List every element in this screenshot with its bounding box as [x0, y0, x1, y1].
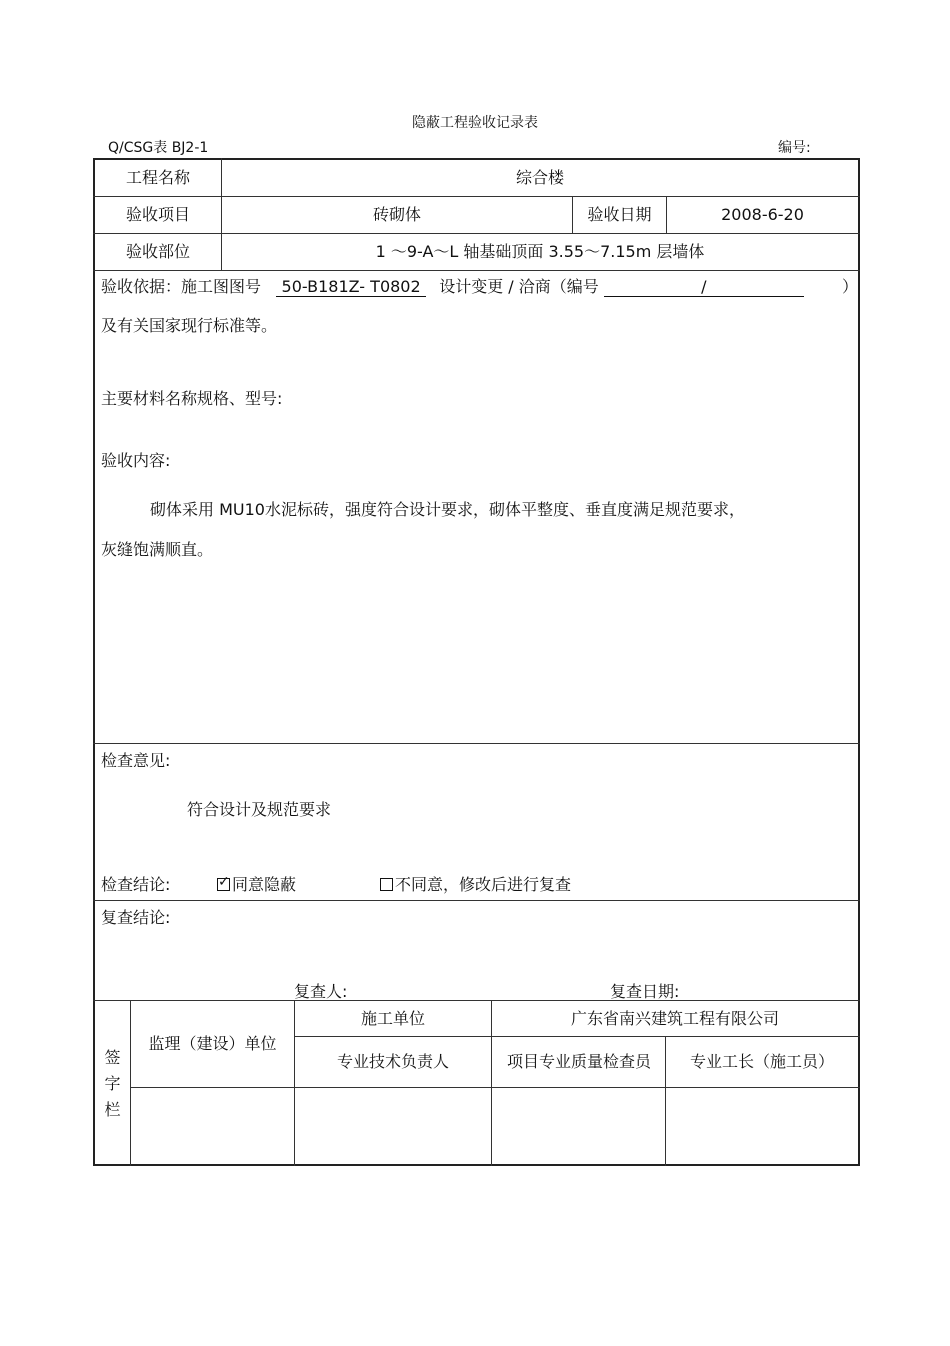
tech-lead-signature-field[interactable] [295, 1088, 491, 1164]
design-change-label: 设计变更 / 洽商（编号 [439, 277, 599, 296]
foreman-label: 专业工长（施工员） [689, 1052, 834, 1072]
basis-prefix: 验收依据：施工图图号 [101, 277, 262, 296]
inspection-opinion-text: 符合设计及规范要求 [187, 800, 332, 819]
inspection-opinion-label: 检查意见: [101, 751, 171, 770]
basis-line [101, 274, 804, 297]
supervision-unit-label: 监理（建设）单位 [148, 1034, 277, 1054]
reviewer-label: 复查人: [294, 982, 348, 1001]
row-divider [93, 743, 860, 744]
standards-text: 及有关国家现行标准等。 [101, 316, 278, 335]
number-label: 编号: [778, 140, 811, 156]
construction-unit-label: 施工单位 [360, 1008, 425, 1028]
acceptance-location-value: 1 ～9-A～L 轴基础顶面 3.55～7.15m 层墙体 [375, 242, 705, 262]
project-name-value: 综合楼 [515, 168, 564, 188]
project-name-label: 工程名称 [125, 168, 190, 188]
tech-lead-label: 专业技术负责人 [336, 1052, 449, 1072]
review-date-label: 复查日期: [610, 982, 680, 1001]
foreman-signature-field[interactable] [666, 1088, 858, 1164]
qc-inspector-signature-field[interactable] [492, 1088, 665, 1164]
acceptance-location-label: 验收部位 [125, 242, 190, 262]
design-change-number: / [604, 277, 804, 297]
qc-inspector-label: 项目专业质量检查员 [506, 1052, 651, 1072]
agree-option-label: 同意隐蔽 [232, 875, 297, 894]
supervision-signature-field[interactable] [131, 1088, 294, 1164]
drawing-number: 50-B181Z- T0802 [276, 277, 426, 297]
agree-checkbox[interactable] [217, 878, 230, 891]
row-divider [93, 270, 860, 271]
materials-label: 主要材料名称规格、型号: [101, 389, 283, 408]
form-code: Q/CSG表 BJ2-1 [108, 140, 209, 156]
acceptance-date-value: 2008-6-20 [721, 205, 804, 225]
content-text-line1: 砌体采用 MU10水泥标砖，强度符合设计要求，砌体平整度、垂直度满足规范要求， [150, 500, 745, 519]
basis-close-paren: ） [842, 277, 859, 296]
content-label: 验收内容: [101, 451, 171, 470]
construction-unit-value: 广东省南兴建筑工程有限公司 [570, 1008, 779, 1028]
inspection-conclusion-label: 检查结论: [101, 875, 171, 894]
agree-option[interactable] [217, 872, 296, 895]
acceptance-date-label: 验收日期 [587, 205, 652, 225]
document-title: 隐蔽工程验收记录表 [412, 115, 538, 131]
row-divider [93, 900, 860, 901]
disagree-checkbox[interactable] [380, 878, 393, 891]
acceptance-item-label: 验收项目 [125, 205, 190, 225]
acceptance-item-value: 砖砌体 [372, 205, 421, 225]
signature-side-label-1: 签 [104, 1048, 121, 1068]
signature-side-label-2: 字 [104, 1074, 121, 1094]
signature-side-label-3: 栏 [104, 1100, 121, 1120]
disagree-option-label: 不同意，修改后进行复查 [395, 875, 572, 894]
content-text-line2: 灰缝饱满顺直。 [101, 540, 214, 559]
disagree-option[interactable] [380, 872, 571, 895]
review-conclusion-label: 复查结论: [101, 908, 171, 927]
